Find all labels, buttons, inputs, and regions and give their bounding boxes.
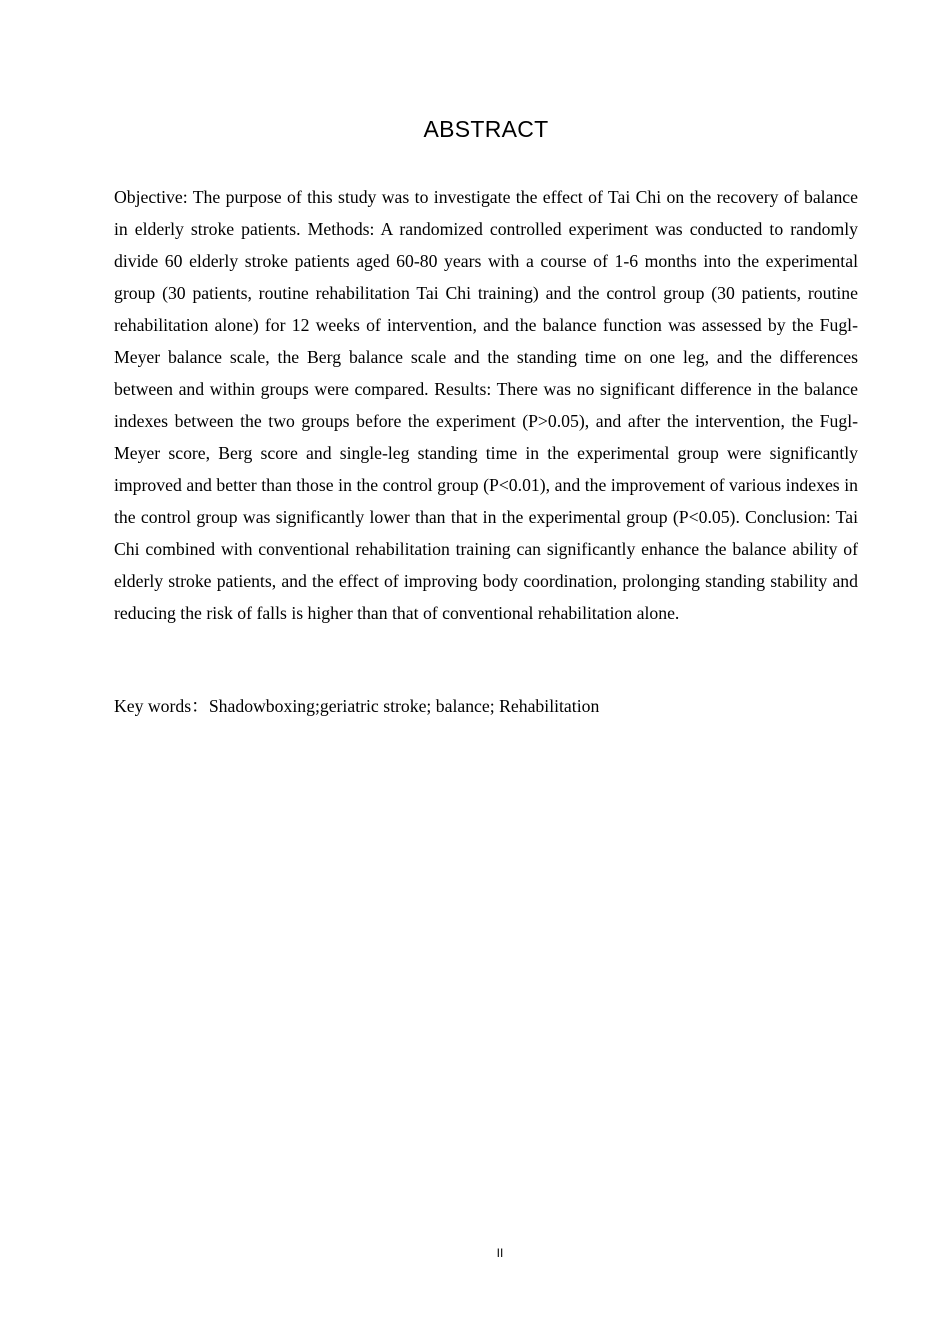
page-number: II <box>496 1246 504 1260</box>
keywords-text: Shadowboxing;geriatric stroke; balance; Rehabilitation <box>208 696 600 716</box>
abstract-body: Objective: The purpose of this study was to investigate the effect of Tai Chi on the recovery of balance in elderly stroke patients. Methods: A randomized controlled experiment was conducted to randomly divide 60 elderly stroke patients aged 60-80 years with a course of 1-6 months into the experimental group (30 patients, routine rehabilitation Tai Chi training) and the control group (30 patients, routine rehabilitation alone) for 12 weeks of intervention, and the balance function was assessed by the Fugl-Meyer balance scale, the Berg balance scale and the standing time on one leg, and the differences between and within groups were compared. Results: There was no significant difference in the balance indexes between the two groups before the experiment (P>0.05), and after the intervention, the Fugl-Meyer score, Berg score and single-leg standing time in the experimental group were significantly improved and better than those in the control group (P<0.01), and the improvement of various indexes in the control group was significantly lower than that in the experimental group (P<0.05). Conclusion: Tai Chi combined with conventional rehabilitation training can significantly enhance the balance ability of elderly stroke patients, and the effect of improving body coordination, prolonging standing stability and reducing the risk of falls is higher than that of conventional rehabilitation alone. <box>114 187 858 623</box>
keywords-line <box>114 690 858 722</box>
abstract-title: ABSTRACT <box>423 116 549 142</box>
keywords-label: Key words： <box>114 696 209 716</box>
